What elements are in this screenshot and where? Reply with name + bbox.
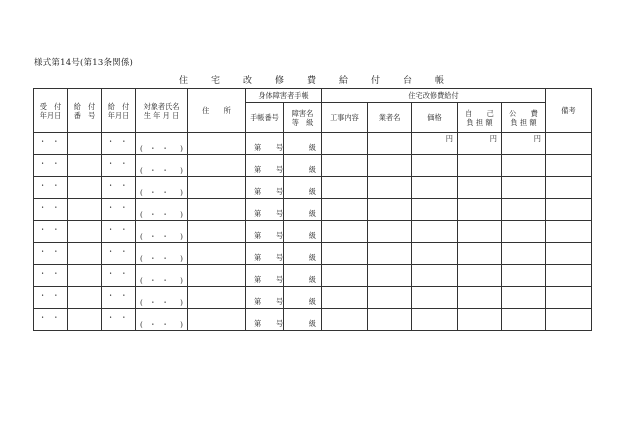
recipient-cell: ( ・・ ) bbox=[136, 133, 188, 155]
price-cell bbox=[412, 199, 458, 221]
handbook-number-cell: 第 号 bbox=[246, 133, 284, 155]
public-pay-cell bbox=[502, 221, 546, 243]
work-content-header: 工事内容 bbox=[322, 103, 368, 133]
work-content-cell bbox=[322, 309, 368, 331]
work-content-cell bbox=[322, 199, 368, 221]
handbook-number-cell: 第 号 bbox=[246, 265, 284, 287]
grant-number-cell bbox=[68, 177, 102, 199]
receipt-date-cell: ・・ bbox=[34, 309, 68, 331]
grade-cell: 級 bbox=[284, 155, 322, 177]
receipt-date-cell: ・・ bbox=[34, 155, 68, 177]
table-row bbox=[34, 287, 592, 309]
remarks-cell bbox=[546, 287, 592, 309]
renovation-group-header: 住宅改修費給付 bbox=[322, 89, 546, 103]
grant-date-cell: ・・ bbox=[102, 177, 136, 199]
recipient-cell: ( ・・ ) bbox=[136, 243, 188, 265]
public-pay-cell bbox=[502, 177, 546, 199]
public-pay-header: 公 費 負 担 額 bbox=[502, 103, 546, 133]
address-cell bbox=[188, 309, 246, 331]
price-header: 価格 bbox=[412, 103, 458, 133]
price-cell bbox=[412, 243, 458, 265]
grant-number-cell bbox=[68, 243, 102, 265]
contractor-cell bbox=[368, 177, 412, 199]
contractor-cell bbox=[368, 265, 412, 287]
receipt-date-cell: ・・ bbox=[34, 287, 68, 309]
grant-number-cell bbox=[68, 155, 102, 177]
remarks-cell bbox=[546, 265, 592, 287]
grade-cell: 級 bbox=[284, 221, 322, 243]
price-cell bbox=[412, 309, 458, 331]
address-cell bbox=[188, 177, 246, 199]
grant-number-cell bbox=[68, 199, 102, 221]
grant-date-cell: ・・ bbox=[102, 155, 136, 177]
recipient-header: 対象者氏名 生 年 月 日 bbox=[136, 89, 188, 133]
contractor-cell bbox=[368, 133, 412, 155]
grade-cell: 級 bbox=[284, 243, 322, 265]
self-pay-cell bbox=[458, 177, 502, 199]
work-content-cell bbox=[322, 155, 368, 177]
handbook-number-header: 手帳番号 bbox=[246, 103, 284, 133]
remarks-cell bbox=[546, 155, 592, 177]
ledger-table bbox=[33, 88, 592, 331]
work-content-cell bbox=[322, 243, 368, 265]
contractor-cell bbox=[368, 221, 412, 243]
table-row bbox=[34, 133, 592, 155]
remarks-cell bbox=[546, 243, 592, 265]
table-row bbox=[34, 221, 592, 243]
table-row bbox=[34, 177, 592, 199]
price-cell bbox=[412, 177, 458, 199]
self-pay-cell: 円 bbox=[458, 133, 502, 155]
handbook-number-cell: 第 号 bbox=[246, 155, 284, 177]
grant-date-header: 給 付 年月日 bbox=[102, 89, 136, 133]
table-row bbox=[34, 155, 592, 177]
receipt-date-cell: ・・ bbox=[34, 243, 68, 265]
contractor-header: 業者名 bbox=[368, 103, 412, 133]
contractor-cell bbox=[368, 199, 412, 221]
address-cell bbox=[188, 199, 246, 221]
contractor-cell bbox=[368, 309, 412, 331]
public-pay-cell bbox=[502, 155, 546, 177]
public-pay-cell bbox=[502, 287, 546, 309]
handbook-number-cell: 第 号 bbox=[246, 287, 284, 309]
remarks-cell bbox=[546, 177, 592, 199]
self-pay-cell bbox=[458, 155, 502, 177]
price-cell: 円 bbox=[412, 133, 458, 155]
handbook-group-header: 身体障害者手帳 bbox=[246, 89, 322, 103]
table-row bbox=[34, 265, 592, 287]
self-pay-cell bbox=[458, 199, 502, 221]
recipient-cell: ( ・・ ) bbox=[136, 221, 188, 243]
grade-cell: 級 bbox=[284, 265, 322, 287]
price-cell bbox=[412, 287, 458, 309]
grant-date-cell: ・・ bbox=[102, 199, 136, 221]
price-cell bbox=[412, 221, 458, 243]
form-number: 様式第14号(第13条関係) bbox=[34, 58, 134, 68]
receipt-date-cell: ・・ bbox=[34, 199, 68, 221]
receipt-date-header: 受 付 年月日 bbox=[34, 89, 68, 133]
handbook-number-cell: 第 号 bbox=[246, 309, 284, 331]
grant-date-cell: ・・ bbox=[102, 309, 136, 331]
recipient-cell: ( ・・ ) bbox=[136, 155, 188, 177]
handbook-number-cell: 第 号 bbox=[246, 243, 284, 265]
remarks-header: 備考 bbox=[546, 89, 592, 133]
grant-number-cell bbox=[68, 309, 102, 331]
recipient-cell: ( ・・ ) bbox=[136, 199, 188, 221]
address-cell bbox=[188, 265, 246, 287]
grade-cell: 級 bbox=[284, 309, 322, 331]
receipt-date-cell: ・・ bbox=[34, 221, 68, 243]
receipt-date-cell: ・・ bbox=[34, 265, 68, 287]
remarks-cell bbox=[546, 309, 592, 331]
grade-cell: 級 bbox=[284, 287, 322, 309]
grant-date-cell: ・・ bbox=[102, 243, 136, 265]
disability-header: 障害名 等 級 bbox=[284, 103, 322, 133]
contractor-cell bbox=[368, 243, 412, 265]
self-pay-cell bbox=[458, 265, 502, 287]
grant-date-cell: ・・ bbox=[102, 221, 136, 243]
handbook-number-cell: 第 号 bbox=[246, 221, 284, 243]
work-content-cell bbox=[322, 133, 368, 155]
address-cell bbox=[188, 155, 246, 177]
public-pay-cell bbox=[502, 243, 546, 265]
grade-cell: 級 bbox=[284, 177, 322, 199]
grade-cell: 級 bbox=[284, 199, 322, 221]
contractor-cell bbox=[368, 287, 412, 309]
recipient-cell: ( ・・ ) bbox=[136, 177, 188, 199]
self-pay-header: 自 己 負 担 額 bbox=[458, 103, 502, 133]
self-pay-cell bbox=[458, 309, 502, 331]
grant-number-cell bbox=[68, 287, 102, 309]
grant-number-cell bbox=[68, 265, 102, 287]
grant-date-cell: ・・ bbox=[102, 287, 136, 309]
grade-cell: 級 bbox=[284, 133, 322, 155]
public-pay-cell bbox=[502, 199, 546, 221]
work-content-cell bbox=[322, 221, 368, 243]
address-cell bbox=[188, 133, 246, 155]
work-content-cell bbox=[322, 177, 368, 199]
receipt-date-cell: ・・ bbox=[34, 133, 68, 155]
grant-number-cell bbox=[68, 133, 102, 155]
recipient-cell: ( ・・ ) bbox=[136, 309, 188, 331]
address-header: 住 所 bbox=[188, 89, 246, 133]
table-row bbox=[34, 243, 592, 265]
page-title: 住 宅 改 修 費 給 付 台 帳 bbox=[178, 76, 451, 86]
self-pay-cell bbox=[458, 287, 502, 309]
recipient-cell: ( ・・ ) bbox=[136, 265, 188, 287]
self-pay-cell bbox=[458, 243, 502, 265]
public-pay-cell bbox=[502, 309, 546, 331]
self-pay-cell bbox=[458, 221, 502, 243]
handbook-number-cell: 第 号 bbox=[246, 177, 284, 199]
handbook-number-cell: 第 号 bbox=[246, 199, 284, 221]
remarks-cell bbox=[546, 133, 592, 155]
grant-date-cell: ・・ bbox=[102, 133, 136, 155]
public-pay-cell bbox=[502, 265, 546, 287]
remarks-cell bbox=[546, 221, 592, 243]
table-row bbox=[34, 199, 592, 221]
address-cell bbox=[188, 287, 246, 309]
address-cell bbox=[188, 243, 246, 265]
receipt-date-cell: ・・ bbox=[34, 177, 68, 199]
remarks-cell bbox=[546, 199, 592, 221]
work-content-cell bbox=[322, 265, 368, 287]
address-cell bbox=[188, 221, 246, 243]
work-content-cell bbox=[322, 287, 368, 309]
grant-date-cell: ・・ bbox=[102, 265, 136, 287]
public-pay-cell: 円 bbox=[502, 133, 546, 155]
recipient-cell: ( ・・ ) bbox=[136, 287, 188, 309]
price-cell bbox=[412, 155, 458, 177]
price-cell bbox=[412, 265, 458, 287]
contractor-cell bbox=[368, 155, 412, 177]
grant-number-header: 給 付 番 号 bbox=[68, 89, 102, 133]
table-row bbox=[34, 309, 592, 331]
grant-number-cell bbox=[68, 221, 102, 243]
